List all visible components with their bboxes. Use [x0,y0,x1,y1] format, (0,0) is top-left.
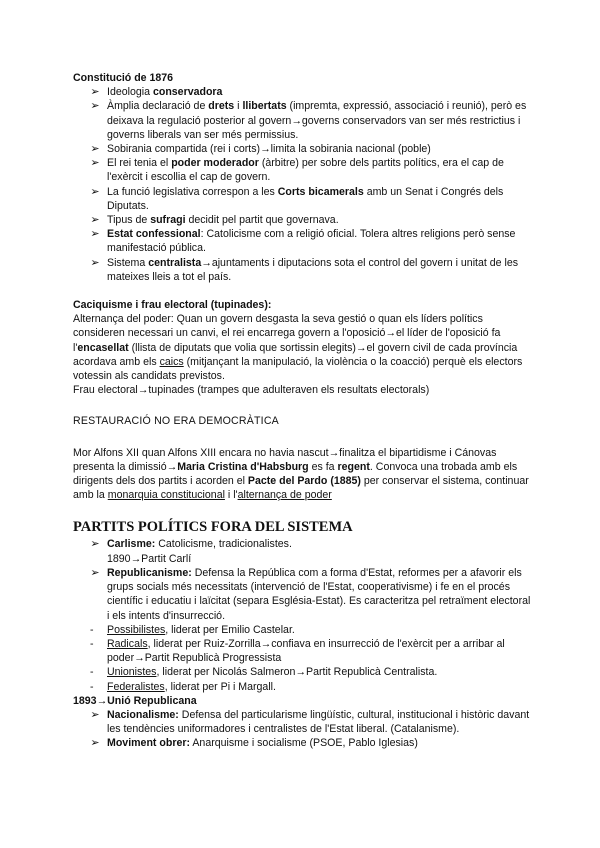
arrow-bullet-icon: ➢ [90,256,100,269]
constitucio-list [73,85,535,284]
dash-bullet: - [90,680,94,693]
arrow-bullet-icon: ➢ [90,708,100,721]
list-item: ➢ La funció legislativa correspon a les Corts bicamerals amb un Senat i Congrés dels Diputats. [90,185,504,212]
arrow-bullet-icon: ➢ [90,143,100,156]
caciquisme-paragraph: Alternança del poder: Quan un govern desgasta la seva gestió o quan els líders polítics consideren necessari un canvi, el rei encarrega govern a l'oposició→el líder de l'oposició fa l'encasellat (llista de diputats que volia que sortissin elegits)→el govern civil de cada província acordava amb els caics (mitjançant la manipulació, la violència o la coacció) perquè els electors votessin als candidats previstos. [73,313,523,383]
list-item: - Federalistes, liderat per Pi i Margall. [90,680,276,693]
arrow-bullet-icon: ➢ [90,228,100,241]
list-item: ➢ Sobirania compartida (rei i corts)→limita la sobirania nacional (poble) [90,143,431,156]
list-item: ➢ Moviment obrer: Anarquisme i socialisme (PSOE, Pablo Iglesias) [90,737,418,750]
list-item: - Possibilistes, liderat per Emilio Castelar. [90,623,295,636]
restauracio-paragraph: Mor Alfons XII quan Alfons XIII encara no havia nascut→finalitza el bipartidisme i Cánovas presenta la dimissió→Maria Cristina d'Habsburg es fa regent. Convoca una trobada amb els dirigents dels dos partits i acorden el Pacte del Pardo (1885) per conservar el sistema, continuar amb la monarquia constitucional i l'alternança de poder [73,446,529,502]
list-item: ➢ Tipus de sufragi decidit pel partit que governava. [90,214,339,227]
partits-list [73,537,535,622]
arrow-bullet-icon: ➢ [90,566,100,579]
list-item: - Radicals, liderat per Ruiz-Zorrilla→confiava en insurrecció de l'exèrcit per a arribar al poder→Partit Republicà Progressista [90,637,505,665]
dash-bullet: - [90,623,94,636]
list-item: ➢ Àmplia declaració de drets i llibertats (impremta, expressió, associació i reunió), però es deixava la regulació posterior al govern→governs conservadors van ser més restrictius i governs liberals van ser més permissius. [90,100,527,141]
arrow-bullet-icon: ➢ [90,185,100,198]
dash-bullet: - [90,637,94,650]
section-title-restauracio: RESTAURACIÓ NO ERA DEMOCRÀTICA [73,415,279,428]
document-content [73,71,535,751]
list-item: - Unionistes, liderat per Nicolás Salmeron→Partit Republicà Centralista. [90,666,438,679]
section-title-constitucio: Constitució de 1876 [73,72,174,84]
dash-bullet: - [90,666,94,679]
list-item: ➢ Nacionalisme: Defensa del particularisme lingüístic, cultural, institucional i històric davant les tendències uniformadores i centralistes de l'Estat liberal. (Catalanisme). [90,708,530,736]
section-title-caciquisme: Caciquisme i frau electoral (tupinades): [73,299,272,312]
other-movements-list [73,708,535,751]
list-item: ➢ Carlisme: Catolicisme, tradicionalistes. 1890→Partit Carlí [90,538,292,565]
list-item: ➢ El rei tenia el poder moderador (àrbitre) per sobre dels partits polítics, era el cap de l'exèrcit i escollia el cap de govern. [90,157,504,184]
republican-factions-list [73,623,535,694]
frau-paragraph: Frau electoral→tupinades (trampes que adulteraven els resultats electorals) [73,384,430,397]
list-item: ➢ Sistema centralista→ajuntaments i diputacions sota el control del govern i unitat de les mateixes lleis a tot el país. [90,256,519,283]
arrow-bullet-icon: ➢ [90,737,100,750]
list-item: ➢ Estat confessional: Catolicisme com a religió oficial. Tolera altres religions però sense manifestació pública. [90,228,516,255]
arrow-bullet-icon: ➢ [90,157,100,170]
arrow-bullet-icon: ➢ [90,214,100,227]
unio-republicana: 1893→Unió Republicana [73,694,197,707]
section-title-partits: PARTITS POLÍTICS FORA DEL SISTEMA [73,519,353,536]
arrow-bullet-icon: ➢ [90,538,100,551]
list-item: ➢ Ideologia conservadora [90,86,223,99]
arrow-bullet-icon: ➢ [90,86,100,99]
arrow-bullet-icon: ➢ [90,100,100,113]
list-item: ➢ Republicanisme: Defensa la República com a forma d'Estat, reformes per a afavorir els grups socials més necessitats (intervenció de l'Estat, cooperativisme) i fe en el procés científic i educatiu i laïcitat (separa Església-Estat). Es caracteritza pel retraïment electoral i els intents d'insurrecció. [90,566,531,622]
